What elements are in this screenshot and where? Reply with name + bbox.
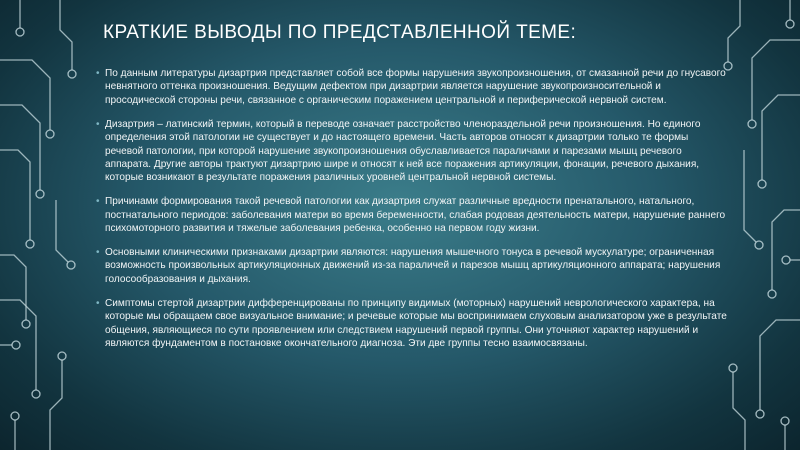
bullet-icon: •: [96, 68, 100, 79]
bullet-paragraph: [96, 195, 728, 235]
bullet-icon: •: [96, 118, 100, 130]
paragraph-text: Причинами формирования такой речевой патологии как дизартрия служат различные вредности пренатального, натального, постнатального периодов: заболевания матери во время беременности, слабая родовая деятельность матери, нарушение раннего психомоторного развития и тяжелые заболевания ребенка, особенно на первом году жизни.: [105, 196, 726, 235]
paragraph-text: Дизартрия – латинский термин, который в переводе означает расстройство членораздельной речи произношения. Но единого определения этой патологии не существует и до настоящего времени. Часть авторов относят к дизартрии только те формы речевой патологии, при которой нарушение звукопроизношения обуславливается параличами и парезами мышц речевого аппарата. Другие авторы трактуют дизартрию шире и относят к ней все поражения артикуляции, фонации, речевого дыхания, которые возникают в результате поражения различных уровней центральной нервной системы.: [105, 118, 701, 184]
bullet-paragraph: [96, 118, 728, 185]
bullet-paragraph: [96, 246, 728, 286]
paragraph-text: Основными клиническими признаками дизартрии являются: нарушения мышечного тонуса в речевой мускулатуре; ограниченная возможность произвольных артикуляционных движений из-за параличей и парезов мышц артикуляционного аппарата; нарушения голосообразования и дыхания.: [105, 246, 721, 285]
bullet-icon: •: [96, 196, 100, 208]
bullet-icon: •: [96, 297, 100, 309]
paragraph-text: По данным литературы дизартрия представляет собой все формы нарушения звукопроизношения, от смазанной речи до гнусавого невнятного оттенка произношения. Ведущим дефектом при дизартрии является нарушение звукопроизносительной и просодической стороны речи, связанное с органическим поражением центральной и периферической нервной систем.: [105, 68, 726, 106]
bullet-paragraph: [96, 297, 728, 351]
paragraph-text: Симптомы стертой дизартрии дифференцированы по принципу видимых (моторных) нарушений неврологического характера, на которые мы обращаем свое визуальное внимание; и речевые которые мы воспринимаем слуховым анализатором уже в результате общения, являющиеся по сути проявлением или следствием нарушений первой группы. Они уточняют характер нарушений и являются фундаментом в постановке окончательного диагноза. Эти две группы тесно взаимосвязаны.: [105, 297, 727, 349]
slide-body: [96, 67, 728, 361]
bullet-paragraph: [96, 67, 728, 107]
bullet-icon: •: [96, 246, 100, 258]
slide-title: КРАТКИЕ ВЫВОДЫ ПО ПРЕДСТАВЛЕННОЙ ТЕМЕ:: [103, 22, 577, 43]
